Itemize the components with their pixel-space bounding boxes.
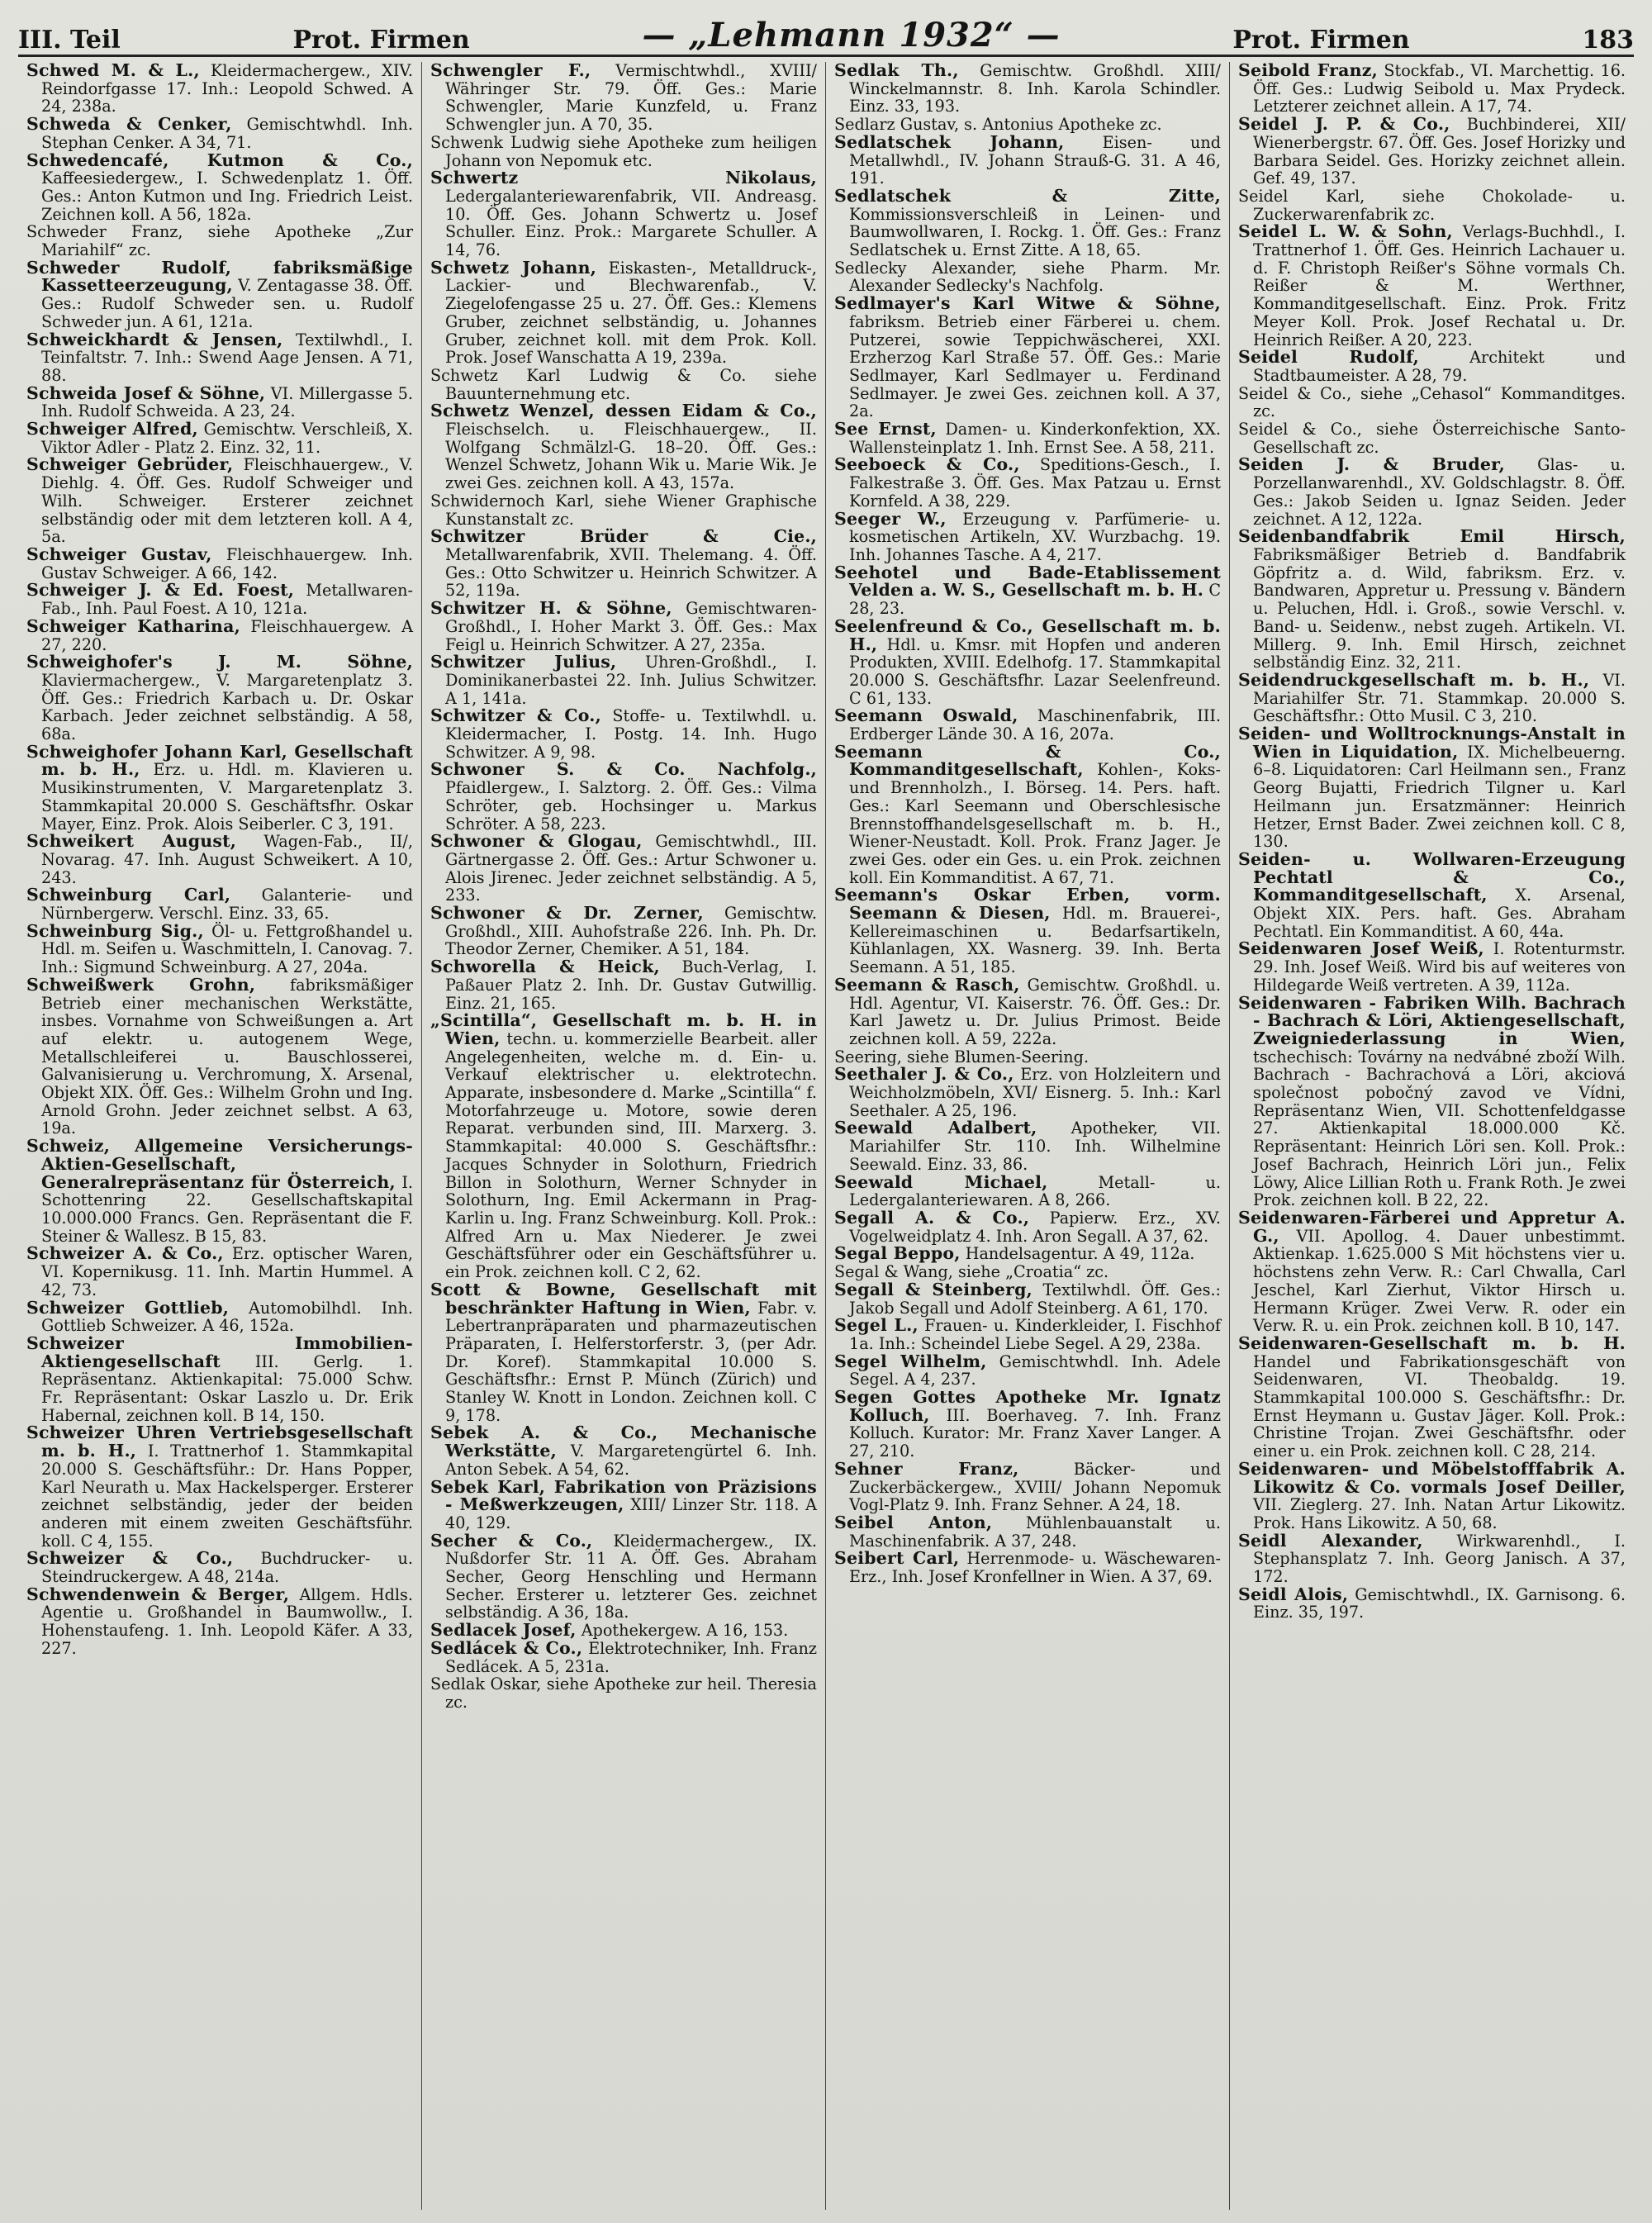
entry-firm-name: Seidenwaren Josef Weiß, [1238,938,1484,959]
entry-firm-name: Seehotel und Bade-Etablissement Velden a. W. S., Gesellschaft m. b. H. [834,562,1221,601]
entry-firm-name: Seiden- und Wolltrocknungs-Anstalt in Wien in Liquidation, [1238,724,1626,762]
entry-firm-name: Seidenwaren - Fabriken Wilh. Bachrach - Bachrach & Löri, Aktiengesellschaft, Zweigniederlassung in Wien, [1238,992,1626,1048]
directory-entry [26,546,413,582]
entry-details: Sedlak Oskar, siehe Apotheke zur heil. Theresia zc. [430,1674,817,1712]
column-1 [18,62,422,2210]
entry-details: VI. Mariahilfer Str. 71. Stammkap. 20.000 S. Geschäftsfhr.: Otto Musil. C 3, 210. [1253,670,1626,726]
directory-entry [26,920,413,977]
entry-details: Fabr. v. Lebertranpräparaten und pharmazeutischen Präparaten, I. Helferstorferstr. 3, (per Adr. Dr. Koref). Stammkapital 10.000 S. Geschäftsfhr.: Ernst P. Münch (Zürich) und Stanley W. Knott in London. Zeichnen koll. C 9, 178. [445,1298,817,1425]
entry-details: techn. u. kommerzielle Bearbeit. aller Angelegenheiten, welche m. d. Ein- u. Verkauf elektrischer u. elektrotechn. Apparate, insbesondere d. Marke „Scintilla“ f. Motorfahrzeuge u. Motore, sowie deren Reparat. verbunden sind, III. Marxerg. 3. Stammkapital: 40.000 S. Geschäftsfhr.: Jacques Schnyder in Solothurn, Friedrich Billon in Solothurn, Werner Schnyder in Solothurn, Ing. Emil Ackermann in Prag-Karlin u. Ing. Franz Schweinburg. Koll. Prok.: Alfred Arn u. Max Niederer. Je zwei Geschäftsführer oder ein Geschäftsführer u. ein Prok. zeichnen koll. C 2, 62. [445,1028,817,1282]
entry-firm-name: Seemann & Rasch, [834,974,1020,995]
directory-entry [834,456,1221,510]
directory-entry [430,958,817,1012]
directory-entry [26,653,413,743]
entry-firm-name: Scott & Bowne, Gesellschaft mit beschränkter Haftung in Wien, [430,1279,817,1318]
entry-details: Hdl. u. Kmsr. mit Hopfen und anderen Produkten, XVIII. Edelhofg. 17. Stammkapital 20.000 S. Geschäftsfhr. Lazar Seelenfreund. C 61, 133. [849,634,1221,708]
entry-details: VII. Zieglerg. 27. Inh. Natan Artur Likowitz. Prok. Hans Likowitz. A 50, 68. [1253,1495,1626,1532]
directory-entry [1238,1532,1626,1586]
directory-entry [430,62,817,134]
directory-entry [430,259,817,367]
entry-firm-name: Segen Gottes Apotheke Mr. Ignatz Kolluch, [834,1387,1221,1425]
entry-firm-name: Schwetz Johann, [430,257,597,278]
entry-firm-name: Schweiz, Allgemeine Versicherungs-Aktien-Gesellschaft, Generalrepräsentanz für Österreich, [26,1136,413,1192]
entry-firm-name: Schweickhardt & Jensen, [26,329,283,349]
directory-entry [834,1119,1221,1173]
entry-details: Kommissionsverschleiß in Leinen- und Baumwollwaren, I. Rockg. 1. Öff. Ges.: Franz Sedlatschek u. Ernst Zitte. A 18, 65. [849,204,1221,260]
directory-entry [26,833,413,886]
entry-firm-name: Sedlmayer's Karl Witwe & Söhne, [834,293,1221,314]
entry-details: Uhren-Großhdl., I. Dominikanerbastei 22. Inh. Julius Schwitzer. A 1, 141a. [445,653,817,708]
section-title-left: Prot. Firmen [292,26,470,55]
directory-entry [430,1476,818,1532]
entry-details: Metall- u. Ledergalanteriewaren. A 8, 266. [849,1172,1221,1210]
directory-entry [1238,725,1626,851]
entry-details: Metallwaren-Fab., Inh. Paul Foest. A 10, 121a. [41,581,413,619]
entry-firm-name: Schwengler F., [430,62,591,80]
entry-details: Kleidermachergew., IX. Nußdorfer Str. 11 A. Öff. Ges. Abraham Secher, Georg Henschling und Hermann Secher. Ersterer u. letzterer Ges. zeichnet selbständig. A 36, 18a. [445,1531,817,1622]
directory-entry [1238,1586,1626,1622]
entry-details: Wirkwarenhdl., I. Stephansplatz 7. Inh. Georg Janisch. A 37, 172. [1253,1531,1626,1587]
entry-details: Gemischtwaren-Großhdl., I. Hoher Markt 3. Öff. Ges.: Max Feigl u. Heinrich Schwitzer. A 27, 235a. [445,599,817,654]
directory-entry [834,295,1221,420]
entry-firm-name: Sedlak Th., [834,62,959,80]
directory-entry [1238,1332,1626,1461]
entry-details: Papierw. Erz., XV. Vogelweidplatz 4. Inh. Aron Segall. A 37, 62. [849,1209,1221,1246]
entry-details: Damen- u. Kinderkonfektion, XX. Wallensteinplatz 1. Inh. Ernst See. A 58, 211. [849,420,1221,457]
entry-firm-name: Seidel J. P. & Co., [1238,114,1450,135]
entry-firm-name: Seidendruckgesellschaft m. b. H., [1238,669,1590,690]
entry-details: Kleidermachergew., XIV. Reindorfgasse 17. Inh.: Leopold Schwed. A 24, 238a. [41,62,413,116]
directory-entry [26,1138,413,1245]
entry-details: Galanterie- und Nürnbergerw. Verschl. Einz. 33, 65. [41,886,413,924]
entry-details: Stockfab., VI. Marchettig. 16. Öff. Ges.: Ludwig Seibold u. Max Prydeck. Letzterer zeichnet allein. A 17, 74. [1253,62,1626,116]
directory-entry [834,743,1221,887]
directory-entry [430,528,817,600]
entry-firm-name: Schweinburg Carl, [26,885,231,905]
entry-details: X. Arsenal, Objekt XIX. Pers. haft. Ges. Abraham Pechtatl. Ein Kommanditist. A 60, 44a. [1253,886,1626,941]
directory-entry [1238,848,1626,941]
entry-firm-name: Schwendenwein & Berger, [26,1584,290,1604]
entry-firm-name: Schweikert August, [26,831,237,852]
entry-firm-name: Schweinburg Sig., [26,920,204,941]
entry-firm-name: Sedlácek & Co., [430,1637,583,1658]
entry-details: Eiskasten-, Metalldruck-, Lackier- und Blechwarenfab., V. Ziegelofengasse 25 u. 27. Öff. Ges.: Klemens Gruber, zeichnet selbständig, u. Johannes Gruber, zeichnet koll. mit dem Prok. Koll. Prok. Josef Wanschatta A 19, 239a. [445,258,817,368]
entry-firm-name: Schwitzer Julius, [430,652,617,672]
directory-entry [26,259,413,331]
directory-entry [26,743,413,834]
entry-details: Gemischtwhdl. Inh. Stephan Cenker. A 34, 71. [41,115,413,152]
entry-details: I. Rotenturmstr. 29. Inh. Josef Weiß. Wird bis auf weiteres von Hildegarde Weiß vertreten. A 39, 112a. [1253,939,1626,995]
entry-details: Mühlenbauanstalt u. Maschinenfabrik. A 37, 248. [849,1513,1221,1551]
directory-entry [26,420,413,456]
entry-firm-name: Seethaler J. & Co., [834,1064,1014,1085]
entry-details: Maschinenfabrik, III. Erdberger Lände 30. A 16, 207a. [849,706,1222,744]
directory-entry [26,1332,413,1425]
entry-details: I. Trattnerhof 1. Stammkapital 20.000 S. Geschäftsführ.: Dr. Hans Popper, Karl Neurath u. Max Hackelsperger. Ersterer zeichnet selbständig, jeder der beiden anderen mit einem zweiten Geschäftsführ. koll. C 4, 155. [41,1442,413,1551]
entry-details: Schwetz Karl Ludwig & Co. siehe Bauunternehmung etc. [430,365,817,403]
entry-details: Seidel & Co., siehe Österreichische Santo-Gesellschaft zc. [1238,420,1626,457]
entry-firm-name: Schwoner & Dr. Zerner, [430,903,704,924]
directory-entry [430,367,817,402]
entry-details: Gemischtw. Verschleiß, X. Viktor Adler - Platz 2. Einz. 32, 11. [41,420,413,457]
entry-details: Bäcker- und Zuckerbäckergew., XVIII/ Johann Nepomuk Vogl-Platz 9. Inh. Franz Sehner. A 24, 18. [849,1459,1221,1515]
entry-details: Textilwhdl., I. Teinfaltstr. 7. Inh.: Swend Aage Jensen. A 71, 88. [41,330,413,385]
entry-firm-name: Sebek A. & Co., Mechanische Werkstätte, [430,1423,817,1461]
directory-entry [834,1263,1221,1281]
entry-firm-name: Seewald Michael, [834,1171,1048,1192]
entry-firm-name: Schweiger Alfred, [26,419,198,439]
directory-entry [26,1550,413,1585]
entry-firm-name: Schwetz Wenzel, dessen Eidam & Co., [430,401,817,421]
entry-details: Gemischtwhdl., IX. Garnisong. 6. Einz. 35, 197. [1253,1584,1626,1622]
entry-details: Kaffeesiedergew., I. Schwedenplatz 1. Öff. Ges.: Anton Kutmon und Ing. Friedrich Leist. Zeichnen koll. A 56, 182a. [41,169,413,224]
entry-firm-name: Schwitzer Brüder & Cie., [430,526,817,547]
entry-firm-name: Schweißwerk Grohn, [26,974,256,995]
entry-firm-name: Segel L., [834,1315,919,1336]
directory-entry [26,62,413,116]
entry-firm-name: Schwitzer & Co., [430,705,601,726]
directory-entry [1238,1209,1626,1335]
entry-details: Sedlarz Gustav, s. Antonius Apotheke zc. [834,115,1162,135]
directory-entry [26,976,413,1138]
entry-details: Seering, siehe Blumen-Seering. [834,1047,1089,1066]
entry-details: Speditions-Gesch., I. Falkestraße 3. Öff. Ges. Max Patzau u. Ernst Kornfeld. A 38, 229. [849,455,1221,511]
entry-firm-name: Seeger W., [834,508,947,529]
entry-firm-name: Schweizer A. & Co., [26,1243,224,1264]
directory-entry [26,116,413,151]
directory-entry [430,1281,817,1425]
entry-firm-name: „Scintilla“, Gesellschaft m. b. H. in Wien, [430,1010,817,1048]
entry-firm-name: Sebek Karl, Fabrikation von Präzisions - Meßwerkzeugen, [430,1476,817,1515]
entry-columns [18,62,1634,2210]
entry-firm-name: Seemann Oswald, [834,705,1018,726]
entry-firm-name: Schweida Josef & Söhne, [26,382,266,403]
entry-firm-name: Sedlatschek Johann, [834,131,1065,152]
entry-firm-name: Schweizer Gottlieb, [26,1297,230,1318]
directory-entry [430,402,817,492]
entry-firm-name: Schweder Rudolf, fabriksmäßige Kassetteerzeugung, [26,257,413,296]
directory-entry [1238,116,1626,188]
entry-firm-name: Seeboeck & Co., [834,454,1020,475]
directory-entry [26,615,414,654]
entry-firm-name: Schweizer & Co., [26,1548,234,1569]
entry-details: XIII/ Linzer Str. 118. A 40, 129. [445,1495,818,1532]
directory-entry [1238,223,1626,349]
page-header [18,12,1634,57]
directory-entry [430,1637,817,1676]
entry-details: V. Zentagasse 38. Öff. Ges.: Rudolf Schweder sen. u. Rudolf Schweder jun. A 61, 121a. [41,276,413,331]
entry-firm-name: Schwertz Nikolaus, [430,168,817,188]
entry-firm-name: Seidl Alois, [1238,1584,1349,1604]
directory-entry [834,508,1221,564]
entry-firm-name: Seemann & Co., Kommanditgesellschaft, [834,741,1221,780]
entry-details: Gemischtwhdl., III. Gärtnergasse 2. Öff. Ges.: Artur Schwoner u. Alois Jirenec. Jeder zeichnet selbständig. A 5, 233. [445,832,817,905]
directory-entry [430,134,817,169]
entry-details: fabriksmäßiger Betrieb einer mechanischen Werkstätte, insbes. Vornahme von Schweißungen a. Art auf elektr. u. autogenem Wege, Metallschleiferei u. Bauschlosserei, Galvanisierung u. Verchromung, X. Arsenal, Objekt XIX. Öff. Ges.: Wilhelm Grohn und Ing. Arnold Grohn. Jeder zeichnet selbst. A 63, 19a. [41,975,413,1138]
directory-entry [26,582,413,617]
entry-firm-name: Schweighofer's J. M. Söhne, [26,652,413,672]
entry-firm-name: Schweiger J. & Ed. Foest, [26,580,295,601]
directory-entry [1238,1458,1626,1532]
entry-firm-name: Seelenfreund & Co., Gesellschaft m. b. H., [834,615,1221,654]
directory-entry [834,1458,1221,1515]
directory-entry [1238,456,1626,528]
directory-title: — „Lehmann 1932“ — [642,16,1061,55]
directory-entry [430,1532,817,1622]
entry-details: I. Schottenring 22. Gesellschaftskapital 10.000.000 Francs. Gen. Repräsentant die F. Steiner & Wallesz. B 15, 83. [41,1172,413,1246]
entry-firm-name: Sedlatschek & Zitte, [834,185,1221,206]
entry-details: Elektrotechniker, Inh. Franz Sedlácek. A 5, 231a. [445,1638,817,1676]
directory-entry [26,331,413,385]
entry-details: III. Gerlg. 1. Repräsentanz. Aktienkapital: 75.000 Schw. Fr. Repräsentant: Oskar Laszlo u. Dr. Erik Habernal, zeichnen koll. B 14, 150. [41,1351,413,1425]
entry-details: Fleischhauergew. A 27, 220. [41,616,414,654]
entry-details: Architekt und Stadtbaumeister. A 28, 79. [1253,348,1626,385]
entry-details: Fleischhauergew., V. Diehlg. 4. Öff. Ges. Rudolf Schweiger und Wilh. Schweiger. Ersterer zeichnet selbständig oder mit dem letzteren koll. A 4, 5a. [41,455,413,547]
entry-details: Gemischtw. Großhdl. XIII/ Winckelmannstr. 8. Inh. Karola Schindler. Einz. 33, 193. [849,62,1221,116]
directory-entry [26,1586,413,1658]
entry-firm-name: Seiden- u. Wollwaren-Erzeugung Pechtatl & Co., Kommanditgesellschaft, [1238,848,1626,905]
entry-details: Eisen- und Metallwhdl., IV. Johann Strauß-G. 31. A 46, 191. [849,132,1221,188]
entry-details: Fabriksmäßiger Betrieb d. Bandfabrik Göpfritz a. d. Wild, fabriksm. Erz. v. Bandwaren, Appretur u. Pressung v. Bändern u. Peluchen, Hdl. i. Groß., sowie Verschl. v. Band- u. Seidenw., nebst zugeh. Artikeln. VI. Millerg. 9. Inh. Emil Hirsch, zeichnet selbständig Einz. 32, 211. [1253,544,1626,672]
directory-entry [26,1245,413,1299]
directory-entry [834,564,1221,618]
entry-firm-name: Schwedencafé, Kutmon & Co., [26,150,413,170]
entry-firm-name: Schweiger Gebrüder, [26,454,234,475]
directory-entry [430,492,817,528]
directory-entry [1238,420,1626,456]
directory-entry [834,259,1221,295]
entry-firm-name: Segall A. & Co., [834,1208,1030,1228]
directory-entry [834,1066,1221,1119]
entry-details: VI. Millergasse 5. Inh. Rudolf Schweida. A 23, 24. [41,383,414,421]
entry-details: Herrenmode- u. Wäschewaren-Erz., Inh. Josef Kronfellner in Wien. A 37, 69. [849,1549,1222,1587]
entry-details: Seidel & Co., siehe „Cehasol“ Kommanditges. zc. [1238,383,1626,421]
entry-details: Gemischtwhdl. Inh. Adele Segel. A 4, 237. [849,1351,1222,1389]
entry-firm-name: Schweiger Gustav, [26,544,212,564]
entry-details: Erz. optischer Waren, VI. Kopernikusg. 11. Inh. Martin Hummel. A 42, 73. [41,1244,413,1299]
entry-details: Handel und Fabrikationsgeschäft von Seidenwaren, VI. Theobaldg. 19. Stammkapital 100.000 S. Geschäftsfhr.: Dr. Ernst Heymann u. Gustav Jäger. Koll. Prok.: Christine Trojan. Zwei Geschäftsfhr. oder einer u. ein Prok. zeichnen koll. C 28, 214. [1253,1351,1626,1461]
directory-entry [834,1048,1221,1066]
entry-details: C 28, 23. [849,581,1222,619]
entry-firm-name: Secher & Co., [430,1530,593,1551]
entry-firm-name: Segel Wilhelm, [834,1351,987,1371]
directory-entry [834,116,1221,134]
entry-details: Automobilhdl. Inh. Gottlieb Schweizer. A 46, 152a. [41,1298,413,1336]
entry-firm-name: Schwitzer H. & Söhne, [430,598,672,619]
directory-entry [834,886,1221,976]
entry-details: Schwenk Ludwig siehe Apotheke zum heiligen Johann von Nepomuk etc. [430,132,817,170]
entry-details: Vermischtwhdl., XVIII/ Währinger Str. 79. Öff. Ges.: Marie Schwengler, Marie Kunzfeld, u. Franz Schwengler jun. A 70, 35. [445,62,817,135]
directory-entry [430,600,817,653]
directory-entry [1238,669,1626,726]
entry-details: Schwidernoch Karl, siehe Wiener Graphische Kunstanstalt zc. [430,491,817,529]
entry-firm-name: Seidenwaren- und Möbelstofffabrik A. Likowitz & Co. vormals Josef Deiller, [1238,1458,1626,1497]
directory-entry [430,653,817,707]
directory-entry [834,1514,1221,1550]
entry-details: Ledergalanteriewarenfabrik, VII. Andreasg. 10. Öff. Ges. Johann Schwertz u. Josef Schuller. Einz. Prok.: Margarete Schuller. A 14, 76. [445,186,817,260]
entry-firm-name: Seewald Adalbert, [834,1118,1037,1138]
entry-details: Allgem. Hdls. Agentie u. Großhandel in Baumwollw., I. Hohenstaufeng. 1. Inh. Leopold Käfer. A 33, 227. [41,1584,413,1658]
entry-firm-name: Schweda & Cenker, [26,114,232,135]
entry-firm-name: Seidenwaren-Färberei und Appretur A. G., [1238,1208,1626,1246]
entry-firm-name: Schweighofer Johann Karl, Gesellschaft m. b. H., [26,741,413,780]
entry-firm-name: Schwoner & Glogau, [430,831,643,852]
entry-details: Gemischtw. Großhdl. u. Hdl. Agentur, VI. Kaiserstr. 76. Öff. Ges.: Dr. Karl Jawetz u. Dr. Julius Primost. Beide zeichnen koll. A 59, 222a. [849,975,1222,1048]
directory-entry [26,223,413,259]
page-number: 183 [1582,26,1634,55]
directory-entry [834,62,1221,116]
directory-entry [834,1353,1221,1389]
directory-entry [1238,385,1626,420]
entry-details: tschechisch: Továrny na nedvábné zboží Wilh. Bachrach - Bachrachová a Löri, akciová společnost pobočný zavod ve Vídni, Repräsentanz Wien, VII. Schottenfeldgasse 27. Aktienkapital 18.000.000 Kč. Repräsentant: Heinrich Löri sen. Koll. Prok.: Josef Bachrach, Heinrich Löri jun., Felix Löwy, Alice Lillian Roth u. Frank Roth. Je zwei Prok. zeichnen koll. B 22, 22. [1253,1047,1626,1210]
directory-entry [1238,188,1626,223]
entry-firm-name: Schwoner S. & Co. Nachfolg., [430,759,817,780]
column-4 [1230,62,1634,2210]
entry-details: Apothekergew. A 16, 153. [576,1621,789,1641]
entry-details: Stoffe- u. Textilwhdl. u. Kleidermacher, I. Postg. 14. Inh. Hugo Schwitzer. A 9, 98. [445,706,817,762]
entry-firm-name: Seidl Alexander, [1238,1530,1423,1551]
entry-details: Buchbinderei, XII/ Wienerbergstr. 67. Öff. Ges. Josef Horizky und Barbara Seidel. Ges. Horizky zeichnet allein. Gef. 49, 137. [1253,115,1626,188]
entry-firm-name: See Ernst, [834,419,937,439]
entry-details: Apotheker, VII. Mariahilfer Str. 110. Inh. Wilhelmine Seewald. Einz. 33, 86. [849,1119,1221,1174]
entry-details: Erz. von Holzleitern und Weichholzmöbeln, XVI/ Eisnerg. 5. Inh.: Karl Seethaler. A 25, 196. [849,1065,1221,1120]
entry-details: Gemischtw. Großhdl., XIII. Auhofstraße 226. Inh. Ph. Dr. Theodor Zerner, Chemiker. A 51, 184. [445,904,817,959]
directory-entry [430,1675,817,1711]
entry-details: III. Boerhaveg. 7. Inh. Franz Kolluch. Kurator: Mr. Franz Xaver Langer. A 27, 210. [849,1405,1221,1461]
entry-firm-name: Segal Beppo, [834,1243,961,1264]
entry-details: Fleischselch. u. Fleischhauergew., II. Wolfgang Schmälzl-G. 18–20. Öff. Ges.: Wenzel Schwetz, Johann Wik u. Marie Wik. Je zwei Ges. zeichnen koll. A 43, 157a. [445,420,817,493]
entry-firm-name: Seidenwaren-Gesellschaft m. b. H. [1238,1332,1626,1353]
column-3 [826,62,1230,2210]
entry-firm-name: Schweizer Immobilien-Aktiengesellschaft [26,1332,413,1371]
entry-firm-name: Seidel Rudolf, [1238,347,1420,368]
entry-details: Pfaidlergew., I. Salztorg. 2. Öff. Ges.: Vilma Schröter, geb. Hochsinger u. Markus Schröter. A 58, 223. [445,778,817,834]
entry-details: VII. Apollog. 4. Dauer unbestimmt. Aktienkap. 1.625.000 S Mit höchstens vier u. höchstens zehn Verw. R.: Carl Chwalla, Carl Jeschel, Karl Zierhut, Viktor Hirsch u. Hermann Krüger. Zwei Verw. R. oder ein Verw. R. u. ein Prok. zeichnen koll. B 10, 147. [1253,1226,1626,1336]
entry-details: Sedlecky Alexander, siehe Pharm. Mr. Alexander Sedlecky's Nachfolg. [834,258,1221,296]
directory-entry [834,420,1221,456]
entry-firm-name: Seibert Carl, [834,1548,960,1569]
directory-entry [26,1424,413,1550]
entry-details: Handelsagentur. A 49, 112a. [960,1244,1195,1264]
directory-entry [430,905,817,958]
directory-entry [430,1622,817,1640]
entry-firm-name: Seibel Anton, [834,1512,993,1532]
entry-details: Buchdrucker- u. Steindruckergew. A 48, 214a. [41,1549,413,1587]
entry-firm-name: Schweiger Katharina, [26,615,240,636]
directory-entry [430,169,817,259]
entry-firm-name: Segall & Steinberg, [834,1279,1032,1299]
directory-entry [1238,349,1626,384]
directory-entry [834,185,1221,260]
directory-entry [834,1550,1221,1585]
column-2 [422,62,826,2210]
directory-entry [834,1281,1221,1317]
entry-firm-name: Seiden J. & Bruder, [1238,454,1505,475]
entry-firm-name: Schweizer Uhren Vertriebsgesellschaft m. b. H., [26,1423,413,1461]
entry-firm-name: Seibold Franz, [1238,62,1378,80]
entry-firm-name: Sehner Franz, [834,1458,1019,1479]
entry-details: Textilwhdl. Öff. Ges.: Jakob Segall und Adolf Steinberg. A 61, 170. [849,1280,1222,1318]
directory-entry [834,1245,1221,1263]
entry-details: Verlags-Buchhdl., I. Trattnerhof 1. Öff. Ges. Heinrich Lachauer u. d. F. Christoph Reißer's Söhne vormals Ch. Reißer & M. Werthner, Kommanditgesellschaft. Einz. Prok. Fritz Meyer Koll. Prok. Josef Rechatal u. Dr. Heinrich Reißer. A 20, 223. [1253,222,1626,349]
directory-entry [430,1012,817,1281]
entry-details: Glas- u. Porzellanwarenhdl., XV. Goldschlagstr. 8. Öff. Ges.: Jakob Seiden u. Ignaz Seiden. Jeder zeichnet. A 12, 122a. [1253,455,1626,529]
directory-entry [26,456,413,546]
entry-firm-name: Seemann's Oskar Erben, vorm. Seemann & Diesen, [834,885,1221,924]
entry-details: V. Margaretengürtel 6. Inh. Anton Sebek. A 54, 62. [445,1442,817,1479]
directory-entry [430,761,817,833]
directory-entry [834,615,1221,708]
entry-details: Klaviermachergew., V. Margaretenplatz 3. Öff. Ges.: Friedrich Karbach u. Dr. Oskar Karbach. Jeder zeichnet selbständig. A 58, 68a. [41,670,413,744]
entry-details: Buch-Verlag, I. Paßauer Platz 2. Inh. Dr. Gustav Gutwillig. Einz. 21, 165. [445,957,817,1013]
directory-entry [26,152,413,224]
entry-details: Seidel Karl, siehe Chokolade- u. Zuckerwarenfabrik zc. [1238,186,1626,224]
directory-entry [834,131,1221,188]
directory-entry [430,833,817,905]
directory-entry [1238,528,1626,672]
entry-details: Schweder Franz, siehe Apotheke „Zur Mariahilf“ zc. [26,222,413,260]
entry-firm-name: Schwed M. & L., [26,62,200,80]
directory-entry [834,1317,1221,1352]
entry-firm-name: Seidel L. W. & Sohn, [1238,221,1453,242]
directory-entry [834,1389,1221,1461]
entry-details: Hdl. m. Brauerei-, Kellereimaschinen u. Bedarfsartikeln, Kühlanlagen, XX. Wasnerg. 39. Inh. Berta Seemann. A 51, 185. [849,904,1222,977]
entry-details: Metallwarenfabrik, XVII. Thelemang. 4. Öff. Ges.: Otto Schwitzer u. Heinrich Schwitzer. A 52, 119a. [445,544,817,601]
entry-details: Kohlen-, Koks- und Brennholzh., I. Börseg. 14. Pers. haft. Ges.: Karl Seemann und Oberschlesische Brennstoffhandelsgesellschaft m. b. H., Wiener-Neustadt. Koll. Prok. Franz Jager. Je zwei Ges. oder ein Ges. u. ein Prok. zeichnen koll. Ein Kommanditist. A 67, 71. [849,760,1221,887]
section-title-right: Prot. Firmen [1232,26,1410,55]
entry-firm-name: Schworella & Heick, [430,957,660,977]
directory-entry [26,382,414,421]
directory-entry [430,1424,817,1478]
directory-entry [26,886,413,922]
entry-firm-name: Seidenbandfabrik Emil Hirsch, [1238,526,1626,547]
directory-entry [1238,940,1626,994]
directory-entry [430,707,817,761]
entry-details: Öl- u. Fettgroßhandel u. Hdl. m. Seifen u. Waschmitteln, I. Canovag. 7. Inh.: Sigmund Schweinburg. A 27, 204a. [41,921,413,977]
directory-entry [26,1299,413,1335]
directory-entry [1238,992,1626,1210]
entry-details: Erz. u. Hdl. m. Klavieren u. Musikinstrumenten, V. Margaretenplatz 3. Stammkapital 20.000 S. Geschäftsfhr. Oskar Mayer, Einz. Prok. Alois Seiberler. C 3, 191. [41,760,413,834]
directory-entry [834,976,1221,1048]
entry-details: Wagen-Fab., II/, Novarag. 47. Inh. August Schweikert. A 10, 243. [41,832,413,887]
part-label: III. Teil [18,26,121,55]
directory-entry [834,1171,1221,1210]
directory-entry [1238,62,1626,116]
directory-entry [834,707,1221,743]
entry-details: fabriksm. Betrieb einer Färberei u. chem. Putzerei, sowie Teppichwäscherei, XXI. Erzherzog Karl Straße 57. Öff. Ges.: Marie Sedlmayer, Karl Sedlmayer u. Ferdinand Sedlmayer. Je zwei Ges. zeichnen koll. A 37, 2a. [849,311,1221,421]
entry-details: IX. Michelbeuerng. 6–8. Liquidatoren: Carl Heilmann sen., Franz Georg Bujatti, Friedrich Tilgner u. Karl Heilmann jun. Ersatzmänner: Heinrich Hetzer, Ernst Bader. Zwei zeichnen koll. C 8, 130. [1253,742,1626,852]
directory-entry [834,1209,1221,1245]
entry-details: Fleischhauergew. Inh. Gustav Schweiger. A 66, 142. [41,544,413,582]
entry-details: Frauen- u. Kinderkleider, I. Fischhof 1a. Inh.: Scheindel Liebe Segel. A 29, 238a. [849,1316,1221,1353]
entry-firm-name: Sedlacek Josef, [430,1620,577,1641]
entry-details: Erzeugung v. Parfümerie- u. kosmetischen Artikeln, XV. Wurzbachg. 19. Inh. Johannes Tasche. A 4, 217. [849,509,1221,564]
entry-details: Segal & Wang, siehe „Croatia“ zc. [834,1262,1109,1282]
